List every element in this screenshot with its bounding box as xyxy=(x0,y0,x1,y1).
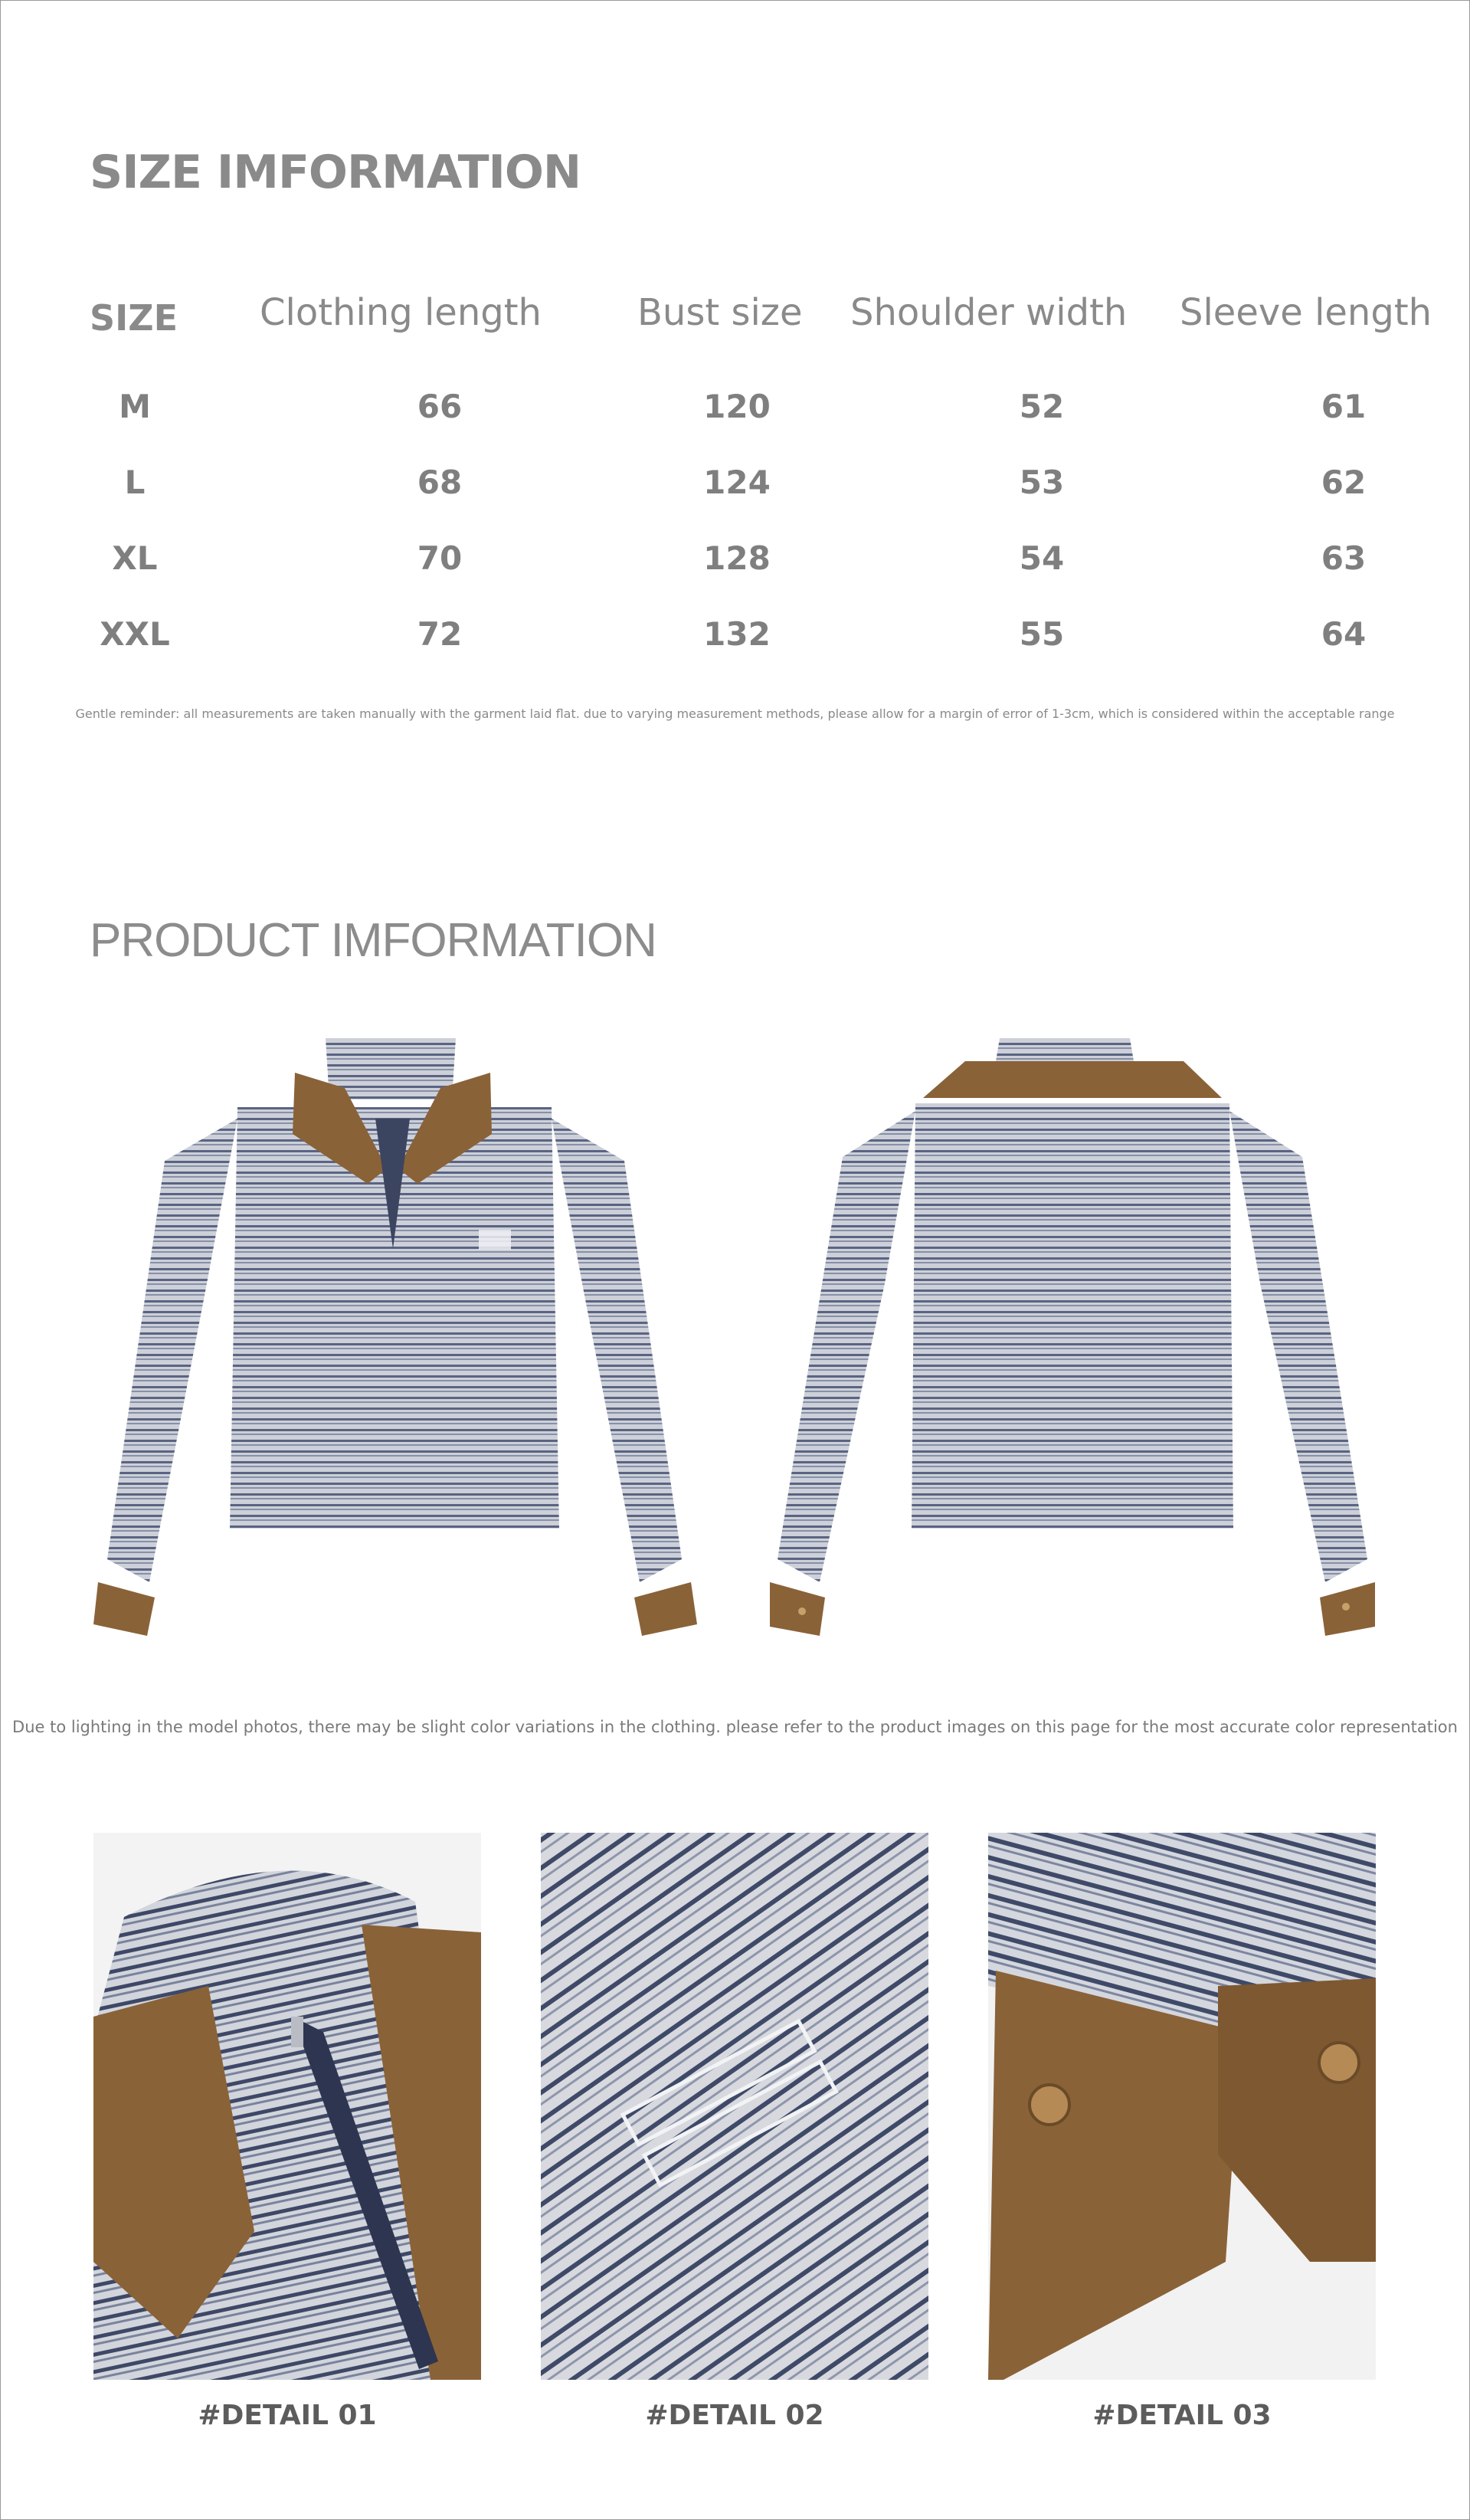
measurement-reminder: Gentle reminder: all measurements are taken manually with the garment laid flat. due to varying measurement methods, please allow for a margin of error of 1-3cm, which is considered within the acceptable range xyxy=(75,706,1395,721)
size-header: SIZE xyxy=(90,297,178,339)
clothing-length-value: 72 xyxy=(417,615,463,653)
sleeve-length-value: 64 xyxy=(1321,615,1367,653)
bust-size-header: Bust size xyxy=(637,291,803,334)
bust-size-value: 124 xyxy=(703,464,771,501)
size-label: XXL xyxy=(100,615,170,653)
color-disclaimer: Due to lighting in the model photos, there may be slight color variations in the clothing. please refer to the product images on this page for the most accurate color representation xyxy=(12,1718,1458,1736)
shoulder-width-value: 53 xyxy=(1019,464,1065,501)
sleeve-length-value: 61 xyxy=(1321,388,1367,425)
clothing-length-header: Clothing length xyxy=(260,291,542,334)
size-label: M xyxy=(119,388,151,425)
clothing-length-value: 66 xyxy=(417,388,463,425)
bust-size-value: 128 xyxy=(703,539,771,577)
shoulder-width-value: 54 xyxy=(1019,539,1065,577)
detail-01-label: #DETAIL 01 xyxy=(198,2400,377,2431)
shoulder-width-header: Shoulder width xyxy=(850,291,1128,334)
detail-03-label: #DETAIL 03 xyxy=(1092,2400,1272,2431)
clothing-length-value: 68 xyxy=(417,464,463,501)
detail-02-image xyxy=(541,1833,928,2380)
shoulder-width-value: 55 xyxy=(1019,615,1065,653)
sleeve-length-header: Sleeve length xyxy=(1180,291,1432,334)
detail-02-label: #DETAIL 02 xyxy=(645,2400,824,2431)
shoulder-width-value: 52 xyxy=(1019,388,1065,425)
sleeve-length-value: 63 xyxy=(1321,539,1367,577)
bust-size-value: 132 xyxy=(703,615,771,653)
detail-03-image xyxy=(988,1833,1376,2380)
clothing-length-value: 70 xyxy=(417,539,463,577)
size-label: L xyxy=(124,464,146,501)
sleeve-length-value: 62 xyxy=(1321,464,1367,501)
garment-back-image xyxy=(770,1031,1375,1636)
garment-front-image xyxy=(92,1031,697,1636)
size-label: XL xyxy=(112,539,158,577)
detail-01-image xyxy=(93,1833,481,2380)
product-section-title: PRODUCT IMFORMATION xyxy=(90,914,656,967)
bust-size-value: 120 xyxy=(703,388,771,425)
size-section-title: SIZE IMFORMATION xyxy=(90,146,581,199)
